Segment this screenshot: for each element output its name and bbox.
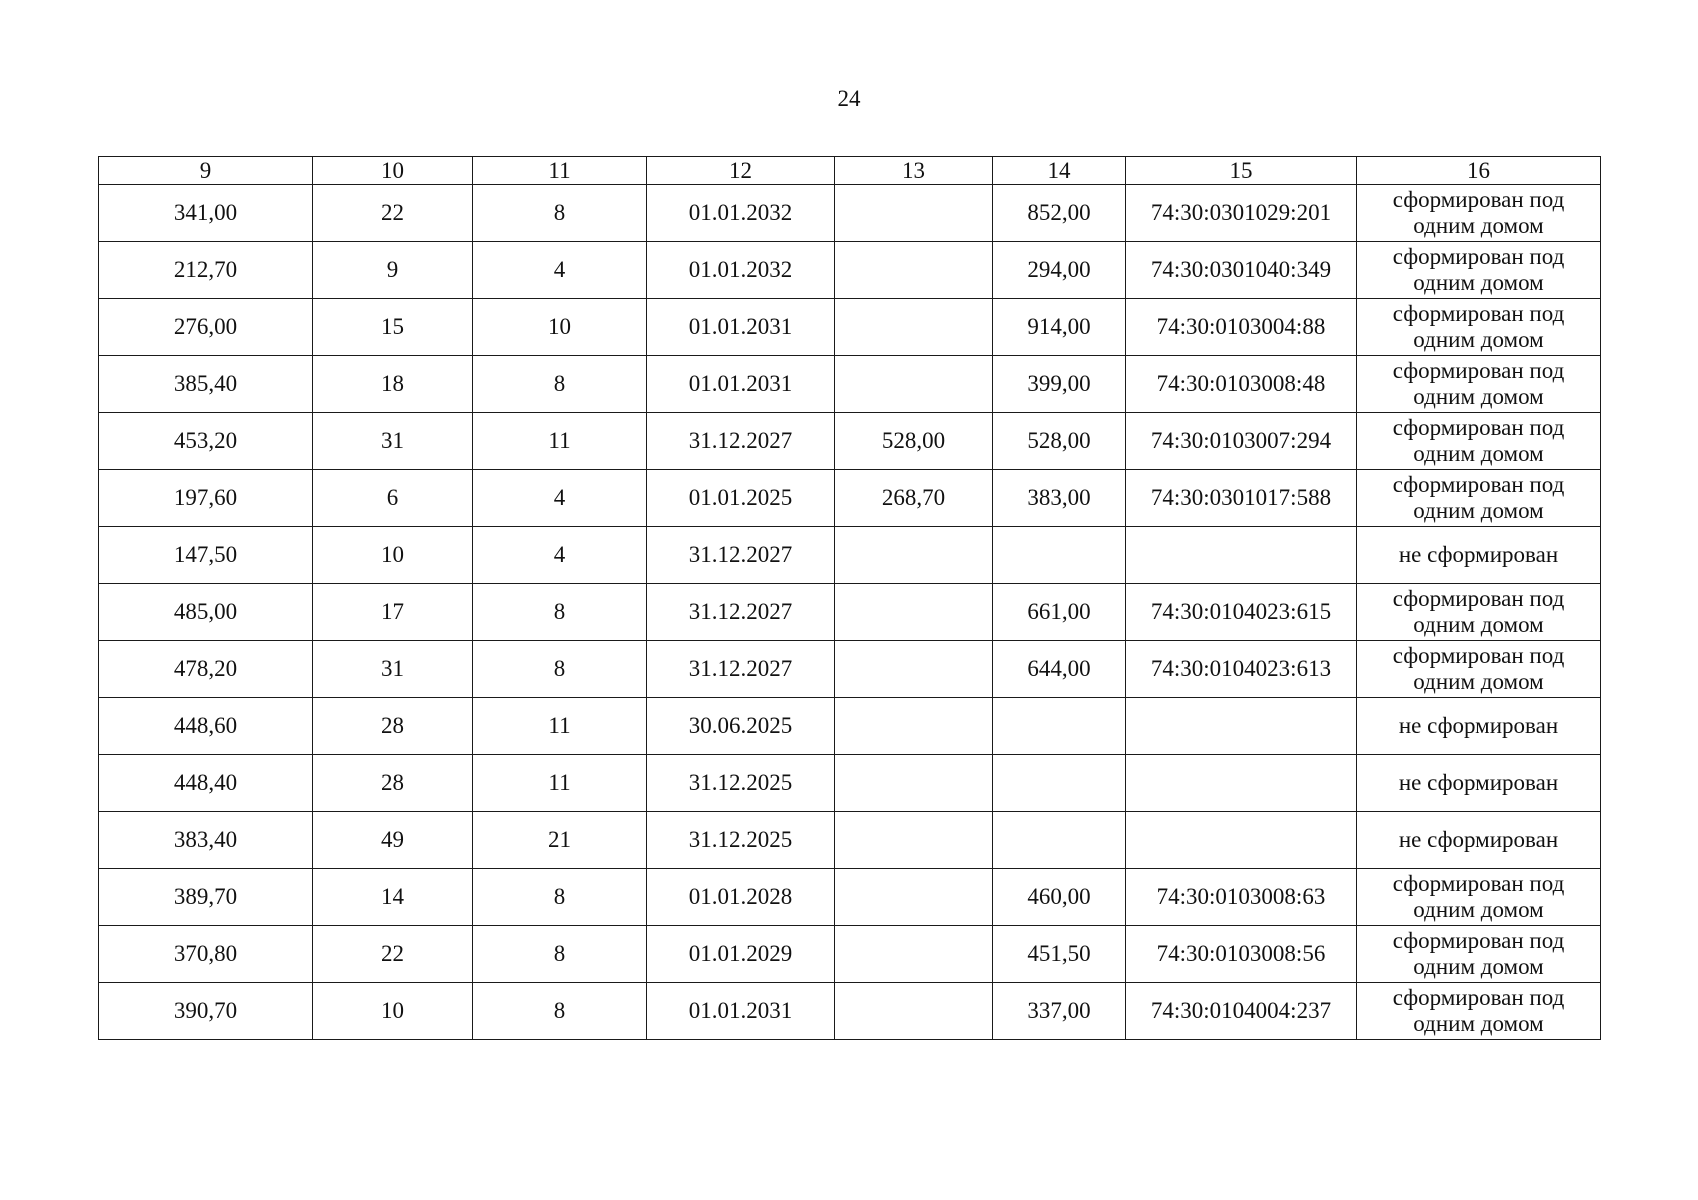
table-cell-col-9: 383,40	[99, 812, 313, 869]
table-row	[99, 584, 1601, 641]
table-cell-col-15	[1126, 812, 1357, 869]
table-body	[99, 185, 1601, 1040]
table-cell-col-12: 31.12.2025	[647, 812, 835, 869]
table-cell-col-11: 8	[473, 926, 647, 983]
table-cell-col-11: 8	[473, 641, 647, 698]
table-cell-col-12: 31.12.2027	[647, 527, 835, 584]
table-cell-col-15: 74:30:0301040:349	[1126, 242, 1357, 299]
table-cell-col-11: 8	[473, 869, 647, 926]
table-cell-col-12: 31.12.2027	[647, 413, 835, 470]
table-cell-col-16: сформирован под одним домом	[1357, 926, 1601, 983]
table-cell-col-12: 01.01.2032	[647, 242, 835, 299]
table-cell-col-11: 21	[473, 812, 647, 869]
table-cell-col-10: 17	[313, 584, 473, 641]
table-cell-col-12: 31.12.2027	[647, 641, 835, 698]
table-row	[99, 812, 1601, 869]
table-cell-col-14: 337,00	[993, 983, 1126, 1040]
table-cell-col-14: 661,00	[993, 584, 1126, 641]
table-cell-col-16: сформирован под одним домом	[1357, 242, 1601, 299]
table-cell-col-14: 852,00	[993, 185, 1126, 242]
table-cell-col-13	[835, 698, 993, 755]
table-cell-col-9: 478,20	[99, 641, 313, 698]
table-cell-col-13: 528,00	[835, 413, 993, 470]
table-row	[99, 926, 1601, 983]
table-cell-col-10: 15	[313, 299, 473, 356]
table-cell-col-11: 8	[473, 983, 647, 1040]
table-row	[99, 185, 1601, 242]
table-cell-col-16: сформирован под одним домом	[1357, 299, 1601, 356]
table-cell-col-9: 448,60	[99, 698, 313, 755]
table-cell-col-11: 8	[473, 356, 647, 413]
table-cell-col-10: 9	[313, 242, 473, 299]
table-cell-col-13	[835, 527, 993, 584]
table-cell-col-9: 390,70	[99, 983, 313, 1040]
table-cell-col-15: 74:30:0103004:88	[1126, 299, 1357, 356]
table-cell-col-12: 01.01.2028	[647, 869, 835, 926]
table-cell-col-14: 294,00	[993, 242, 1126, 299]
table-cell-col-16: сформирован под одним домом	[1357, 470, 1601, 527]
table-cell-col-12: 31.12.2027	[647, 584, 835, 641]
table-cell-col-16: сформирован под одним домом	[1357, 356, 1601, 413]
table-cell-col-9: 453,20	[99, 413, 313, 470]
table-cell-col-12: 01.01.2032	[647, 185, 835, 242]
table-cell-col-13	[835, 299, 993, 356]
table-cell-col-15: 74:30:0103008:63	[1126, 869, 1357, 926]
table-cell-col-11: 10	[473, 299, 647, 356]
table-cell-col-9: 385,40	[99, 356, 313, 413]
column-header-9: 9	[99, 157, 313, 185]
table-cell-col-15	[1126, 698, 1357, 755]
header-row	[99, 157, 1601, 185]
table-cell-col-11: 11	[473, 755, 647, 812]
table-cell-col-9: 341,00	[99, 185, 313, 242]
table-cell-col-14: 644,00	[993, 641, 1126, 698]
column-header-14: 14	[993, 157, 1126, 185]
table-cell-col-9: 370,80	[99, 926, 313, 983]
column-header-16: 16	[1357, 157, 1601, 185]
table-cell-col-14	[993, 755, 1126, 812]
table-row	[99, 413, 1601, 470]
table-cell-col-9: 147,50	[99, 527, 313, 584]
table-cell-col-15	[1126, 527, 1357, 584]
table-cell-col-10: 14	[313, 869, 473, 926]
table-cell-col-15: 74:30:0301029:201	[1126, 185, 1357, 242]
table-row	[99, 983, 1601, 1040]
table-cell-col-10: 22	[313, 185, 473, 242]
column-header-12: 12	[647, 157, 835, 185]
table-cell-col-15: 74:30:0103007:294	[1126, 413, 1357, 470]
table-cell-col-12: 01.01.2031	[647, 299, 835, 356]
table-cell-col-10: 10	[313, 527, 473, 584]
table-cell-col-11: 4	[473, 470, 647, 527]
table-cell-col-16: сформирован под одним домом	[1357, 413, 1601, 470]
table-cell-col-13	[835, 926, 993, 983]
table-cell-col-9: 276,00	[99, 299, 313, 356]
table-cell-col-13	[835, 641, 993, 698]
table-cell-col-11: 4	[473, 527, 647, 584]
table-cell-col-14	[993, 812, 1126, 869]
table-cell-col-15: 74:30:0103008:56	[1126, 926, 1357, 983]
table-row	[99, 299, 1601, 356]
table-cell-col-9: 197,60	[99, 470, 313, 527]
table-cell-col-12: 31.12.2025	[647, 755, 835, 812]
column-header-10: 10	[313, 157, 473, 185]
table-cell-col-9: 389,70	[99, 869, 313, 926]
page-number: 24	[837, 86, 861, 111]
table-cell-col-15: 74:30:0104023:615	[1126, 584, 1357, 641]
table-row	[99, 470, 1601, 527]
table-cell-col-13	[835, 983, 993, 1040]
table-row	[99, 869, 1601, 926]
table-cell-col-15: 74:30:0104023:613	[1126, 641, 1357, 698]
table-cell-col-11: 4	[473, 242, 647, 299]
table-row	[99, 698, 1601, 755]
table-cell-col-9: 448,40	[99, 755, 313, 812]
table-row	[99, 527, 1601, 584]
table-cell-col-10: 49	[313, 812, 473, 869]
table-row	[99, 242, 1601, 299]
table-cell-col-16: сформирован под одним домом	[1357, 869, 1601, 926]
table-cell-col-11: 8	[473, 584, 647, 641]
table-cell-col-12: 01.01.2031	[647, 983, 835, 1040]
table-cell-col-9: 485,00	[99, 584, 313, 641]
table-cell-col-13	[835, 185, 993, 242]
table-row	[99, 641, 1601, 698]
table-cell-col-16: не сформирован	[1357, 527, 1601, 584]
table-cell-col-13: 268,70	[835, 470, 993, 527]
table-cell-col-10: 18	[313, 356, 473, 413]
table-cell-col-12: 01.01.2025	[647, 470, 835, 527]
column-header-15: 15	[1126, 157, 1357, 185]
table-cell-col-15: 74:30:0301017:588	[1126, 470, 1357, 527]
table-cell-col-11: 11	[473, 413, 647, 470]
table-cell-col-15	[1126, 755, 1357, 812]
table-cell-col-14: 528,00	[993, 413, 1126, 470]
table-cell-col-13	[835, 755, 993, 812]
table-cell-col-14: 451,50	[993, 926, 1126, 983]
table-cell-col-12: 01.01.2029	[647, 926, 835, 983]
table-cell-col-16: не сформирован	[1357, 812, 1601, 869]
table-cell-col-14: 460,00	[993, 869, 1126, 926]
table-cell-col-13	[835, 356, 993, 413]
table-cell-col-13	[835, 584, 993, 641]
table-cell-col-10: 28	[313, 755, 473, 812]
table-cell-col-15: 74:30:0103008:48	[1126, 356, 1357, 413]
table-cell-col-16: сформирован под одним домом	[1357, 584, 1601, 641]
column-header-13: 13	[835, 157, 993, 185]
table-cell-col-13	[835, 242, 993, 299]
table-cell-col-16: сформирован под одним домом	[1357, 185, 1601, 242]
table-cell-col-16: сформирован под одним домом	[1357, 641, 1601, 698]
table-cell-col-10: 31	[313, 413, 473, 470]
table-cell-col-9: 212,70	[99, 242, 313, 299]
column-header-11: 11	[473, 157, 647, 185]
table-cell-col-12: 01.01.2031	[647, 356, 835, 413]
table-cell-col-16: сформирован под одним домом	[1357, 983, 1601, 1040]
table-cell-col-10: 10	[313, 983, 473, 1040]
data-table	[98, 156, 1601, 1040]
table-cell-col-14	[993, 527, 1126, 584]
table-cell-col-10: 31	[313, 641, 473, 698]
table-cell-col-14: 383,00	[993, 470, 1126, 527]
table-cell-col-15: 74:30:0104004:237	[1126, 983, 1357, 1040]
table-cell-col-16: не сформирован	[1357, 755, 1601, 812]
table-cell-col-11: 11	[473, 698, 647, 755]
table-row	[99, 356, 1601, 413]
table-cell-col-10: 6	[313, 470, 473, 527]
table-cell-col-10: 28	[313, 698, 473, 755]
table-cell-col-13	[835, 869, 993, 926]
table-cell-col-14	[993, 698, 1126, 755]
table-cell-col-16: не сформирован	[1357, 698, 1601, 755]
table-cell-col-13	[835, 812, 993, 869]
table-cell-col-14: 914,00	[993, 299, 1126, 356]
table-cell-col-10: 22	[313, 926, 473, 983]
table-cell-col-11: 8	[473, 185, 647, 242]
table-row	[99, 755, 1601, 812]
table-cell-col-12: 30.06.2025	[647, 698, 835, 755]
table-cell-col-14: 399,00	[993, 356, 1126, 413]
